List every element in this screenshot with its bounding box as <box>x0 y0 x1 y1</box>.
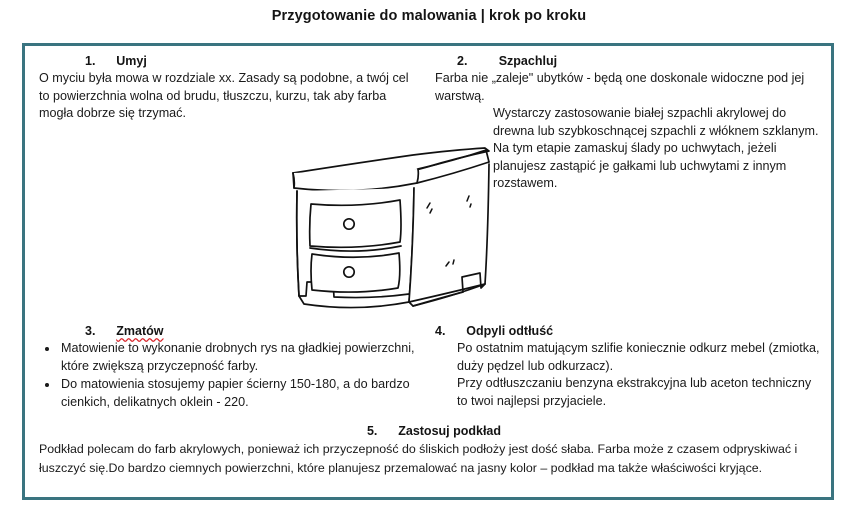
step-4-paragraph-1: Po ostatnim matującym szlifie koniecznie odkurz mebel (zmiotka, duży pędzel lub odkurzacz). <box>457 341 820 373</box>
step-4-number: 4. <box>435 324 446 338</box>
step-4-heading <box>435 324 825 338</box>
step-1-umyj <box>39 54 419 123</box>
step-1-heading <box>39 54 419 68</box>
step-5-zastosuj-podklad <box>39 424 829 478</box>
nightstand-illustration <box>257 136 507 316</box>
step-2-number: 2. <box>457 54 468 68</box>
step-5-number: 5. <box>366 424 378 438</box>
step-3-zmatow <box>39 324 419 412</box>
content-box <box>22 43 834 500</box>
step-5-paragraph-1: Podkład polecam do farb akrylowych, ponieważ ich przyczepność do śliskich podłoży jest dość słaba. Farba może z czasem odpryskiwać i łuszczyć się.Do bardzo ciemnych powierzchni, które planujesz przemalować na jasny kolor – podkład ma także właściwości kryjące. <box>39 442 798 475</box>
step-5-body <box>39 440 829 478</box>
step-2-heading <box>435 54 825 68</box>
step-2-title: Szpachluj <box>498 54 558 68</box>
step-4-body <box>457 340 825 410</box>
step-1-body <box>39 70 419 123</box>
step-3-heading <box>39 324 419 338</box>
step-5-heading <box>39 424 829 438</box>
step-3-bullet-list <box>39 340 419 411</box>
step-4-paragraph-2: Przy odtłuszczaniu benzyna ekstrakcyjna lub aceton techniczny to twoi najlepsi przyjaciele. <box>457 376 812 408</box>
step-1-paragraph-1: O myciu była mowa w rozdziale xx. Zasady są podobne, a twój cel to powierzchnia wolna od brudu, tłuszczu, kurzu, tak aby farba mogła dobrze się trzymać. <box>39 71 409 120</box>
step-1-title: Umyj <box>116 54 147 68</box>
list-item: Do matowienia stosujemy papier ścierny 150-180, a do bardzo cienkich, delikatnych oklein - 220. <box>39 376 419 411</box>
step-4-title: Odpyli odtłuść <box>466 324 554 338</box>
page-title: Przygotowanie do malowania | krok po kroku <box>271 8 587 24</box>
step-3-body <box>39 340 419 411</box>
step-3-number: 3. <box>85 324 96 338</box>
list-item: Matowienie to wykonanie drobnych rys na gładkiej powierzchni, które zwiększą przyczepność farby. <box>39 340 419 375</box>
step-2-paragraph-1: Farba nie „zaleje" ubytków - będą one doskonale widoczne pod jej warstwą. <box>435 71 805 103</box>
step-3-title: Zmatów <box>116 324 164 338</box>
step-2-paragraph-3: Na tym etapie zamaskuj ślady po uchwytach, jeżeli planujesz zastąpić je gałkami lub uchwytami z innym rozstawem. <box>493 141 787 190</box>
step-5-title: Zastosuj podkład <box>398 424 502 438</box>
step-1-number: 1. <box>85 54 96 68</box>
step-2-paragraph-2: Wystarczy zastosowanie białej szpachli akrylowej do drewna lub szybkoschnącej szpachli z włóknem szklanym. <box>493 106 819 138</box>
step-4-odpyli-odtlusc <box>435 324 825 410</box>
